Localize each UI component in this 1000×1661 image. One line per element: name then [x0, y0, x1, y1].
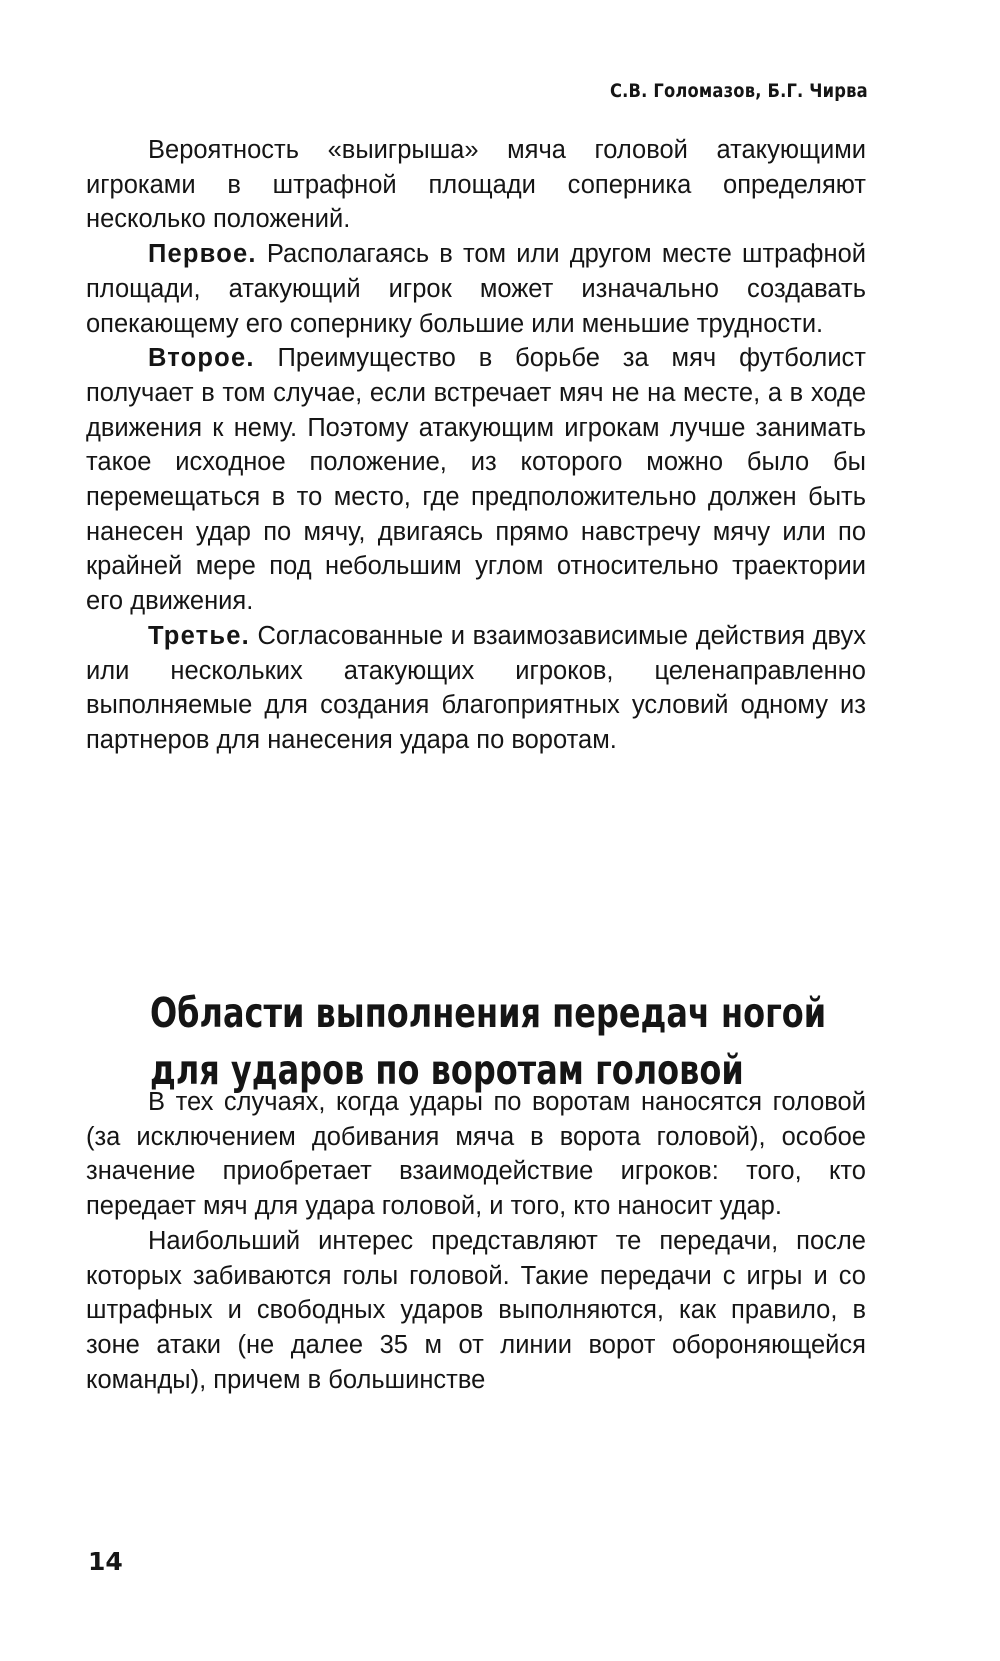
page-number: 14 — [88, 1547, 123, 1576]
position-lead-first: Первое. — [148, 240, 257, 269]
running-header: С.В. Голомазов, Б.Г. Чирва — [610, 80, 868, 102]
position-lead-second: Второе. — [148, 344, 255, 373]
section-paragraph-1: В тех случаях, когда удары по воротам наносятся головой (за исключением добивания мяча в ворота головой), особое значение приобретает взаимодействие игроков: того, кто передает мяч для удара головой, и того, кто наносит удар. — [86, 1088, 866, 1221]
position-text-first: Располагаясь в том или другом месте штрафной площади, атакующий игрок может изначально создавать опекающему его сопернику большие или меньшие трудности. — [86, 240, 866, 338]
section-heading-line-2: для ударов по воротам головой — [150, 1046, 744, 1094]
section-heading-line-1: Области выполнения передач ногой — [150, 989, 827, 1037]
position-paragraph-third — [86, 619, 866, 758]
section-heading — [150, 985, 827, 1099]
position-paragraph-second — [86, 341, 866, 619]
position-lead-third: Третье. — [148, 621, 250, 650]
section-paragraph-2: Наибольший интерес представляют те передачи, после которых забиваются голы головой. Такие передачи с игры и со штрафных и свободных ударов выполняются, как правило, в зоне атаки (не далее 35 м от линии ворот обороняющейся команды), причем в большинстве — [86, 1226, 866, 1394]
intro-section — [86, 133, 866, 758]
position-text-third: Согласованные и взаимозависимые действия двух или нескольких атакующих игроков, целенаправленно выполняемые для создания благоприятных условий одному из партнеров для нанесения удара по воротам. — [86, 621, 866, 754]
intro-paragraph: Вероятность «выигрыша» мяча головой атакующими игроками в штрафной площади соперника определяют несколько положений. — [86, 136, 866, 234]
position-text-second: Преимущество в борьбе за мяч футболист получает в том случае, если встречает мяч не на месте, а в ходе движения к нему. Поэтому атакующим игрокам лучше занимать такое исходное положение, из которого можно было бы перемещаться в то место, где предположительно должен быть нанесен удар по мячу, двигаясь прямо навстречу мячу или по крайней мере под небольшим углом относительно траектории его движения. — [86, 344, 866, 616]
section-body — [86, 1085, 866, 1397]
position-paragraph-first — [86, 237, 866, 341]
